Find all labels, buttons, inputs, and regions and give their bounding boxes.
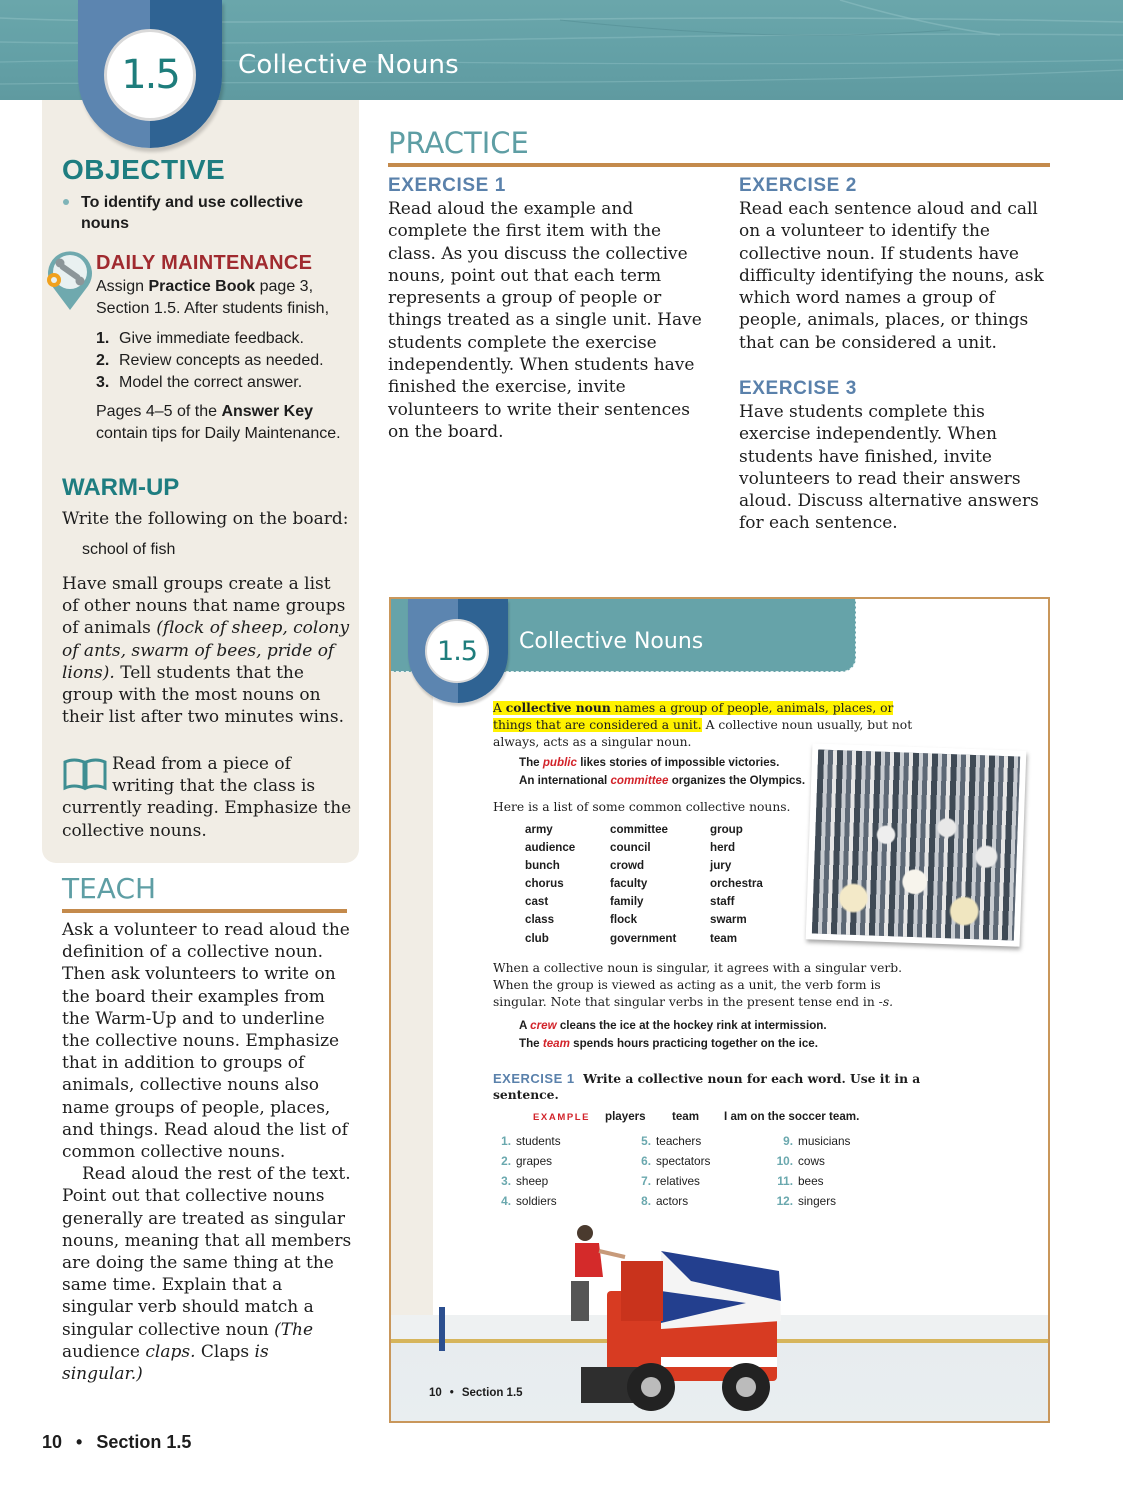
noun-column-1: army audience bunch chorus cast class club (525, 823, 576, 945)
list-item: 8. actors (641, 1194, 689, 1208)
example-sentence: An international committee organizes the Olympics. (519, 774, 806, 787)
list-item: 2. grapes (501, 1154, 553, 1168)
goal-post (439, 1307, 445, 1351)
reading-tip: Read from a piece of writing that the class is currently reading. Emphasize the collective nouns. (62, 754, 352, 841)
agreement-rule: When a collective noun is singular, it agrees with a singular verb. When the group is viewed as acting as a unit, the verb form is singular. Note that singular verbs in the present tense end in -s. (493, 961, 903, 1009)
answer-key-note: Pages 4–5 of the Answer Key contain tips for Daily Maintenance. (96, 403, 341, 442)
warm-up-activity: Have small groups create a list of other nouns that name groups of animals (flock of sheep, colony of ants, swarm of bees, pride of lions). Tell students that the group with the most nouns on their list after two minutes wins. (62, 574, 350, 728)
bullet-icon (63, 199, 69, 205)
example-word: players (605, 1110, 646, 1123)
teach-body: Ask a volunteer to read aloud the definition of a collective noun. Then ask volunteers to write on the board their examples from the Warm-Up and to underline the collective nouns. Emphasize that in addition to groups of animals, collective nouns also name groups of people, places, and things. Read aloud the list of common collective nouns. Read aloud the rest of the text. Point out that collective nouns generally are treated as singular nouns, meaning that all members are doing the same thing at the same time. Explain that a singular verb should match a singular collective noun (The audience claps. Claps is singular.) (62, 920, 352, 1385)
example-sentence: I am on the soccer team. (724, 1110, 860, 1123)
ice-resurfacer-photo (541, 1211, 801, 1411)
list-item: 1. students (501, 1134, 561, 1148)
page-footer: 10 • Section 1.5 (42, 1432, 192, 1452)
page-number: 10 (42, 1432, 63, 1452)
exercise-items-col-2 (639, 1131, 710, 1211)
warm-up-instruction: Write the following on the board: (62, 509, 349, 529)
list-intro: Here is a list of some common collective nouns. (493, 800, 791, 814)
example-answer: team (672, 1110, 700, 1123)
exercise-3-body: Have students complete this exercise independently. When students have finished, invite volunteers to read their answers aloud. Discuss alternative answers for each sentence. (739, 402, 1039, 534)
penguin-colony-photo (806, 743, 1027, 946)
list-item: 3. Model the correct answer. (96, 374, 303, 391)
list-item: 6. spectators (641, 1154, 711, 1168)
exercise-1-heading: EXERCISE 1 (388, 175, 506, 196)
example-sentence: The team spends hours practicing together on the ice. (519, 1037, 818, 1050)
example-sentence: A crew cleans the ice at the hockey rink at intermission. (519, 1019, 827, 1032)
teach-heading: TEACH (62, 872, 157, 905)
list-item: 9. musicians (783, 1134, 851, 1148)
student-page-preview (389, 597, 1050, 1423)
list-item: 10. cows (776, 1154, 825, 1168)
daily-maintenance-intro: Assign Practice Book page 3, Section 1.5. After students finish, (96, 278, 330, 317)
exercise-2-heading: EXERCISE 2 (739, 175, 857, 196)
list-item: 5. teachers (641, 1134, 702, 1148)
list-item: 7. relatives (641, 1174, 700, 1188)
definition: A collective noun names a group of people, animals, places, or things that are considered a unit. A collective noun usually, but not always, acts as a singular noun. (493, 700, 913, 749)
warm-up-heading: WARM-UP (62, 474, 180, 501)
list-item: 12. singers (776, 1194, 837, 1208)
texture-strip (391, 599, 433, 1421)
student-page-footer: 10 • Section 1.5 (429, 1387, 523, 1399)
noun-column-2: committee council crowd faculty family flock government (610, 823, 677, 945)
list-item: 4. soldiers (501, 1194, 557, 1208)
exercise-1-body: Read aloud the example and complete the first item with the class. As you discuss the collective nouns, point out that each term represents a group of people or things treated as a single unit. Have students complete the exercise independently. When students have finished the exercise, invite volunteers to write their sentences on the board. (388, 199, 702, 442)
objective-bullet: To identify and use collective nouns (62, 192, 352, 234)
example-sentence: The public likes stories of impossible victories. (519, 756, 780, 769)
objective-heading: OBJECTIVE (62, 154, 226, 185)
wrench-gear-icon (44, 250, 96, 312)
open-book-icon (62, 757, 108, 791)
section-label: Section 1.5 (96, 1432, 192, 1452)
warm-up-example: school of fish (82, 541, 176, 558)
practice-heading: PRACTICE (388, 126, 529, 160)
daily-maintenance-steps (96, 328, 356, 394)
example-label: EXAMPLE (533, 1112, 591, 1123)
section-number: 1.5 (104, 29, 196, 121)
exercise-2-body: Read each sentence aloud and call on a volunteer to identify the collective noun. If students have difficulty identifying the nouns, ask which word names a group of people, animals, places, or things that can be considered a unit. (739, 199, 1044, 353)
list-item: 1. Give immediate feedback. (96, 330, 304, 347)
exercise-items-col-1 (499, 1131, 561, 1211)
list-item: 2. Review concepts as needed. (96, 352, 324, 369)
student-section-number: 1.5 (425, 619, 489, 683)
noun-column-3: group herd jury orchestra staff swarm team (710, 823, 763, 945)
divider (62, 909, 347, 913)
daily-maintenance-heading: DAILY MAINTENANCE (96, 252, 313, 274)
list-item: 3. sheep (501, 1174, 549, 1188)
student-page-title: Collective Nouns (519, 629, 704, 654)
student-exercise-heading: EXERCISE 1 Write a collective noun for each word. Use it in a sentence. (493, 1071, 921, 1102)
page-title: Collective Nouns (238, 50, 459, 80)
divider (388, 163, 1050, 167)
exercise-items-col-3 (769, 1131, 850, 1211)
list-item: 11. bees (777, 1174, 824, 1188)
exercise-3-heading: EXERCISE 3 (739, 378, 857, 399)
